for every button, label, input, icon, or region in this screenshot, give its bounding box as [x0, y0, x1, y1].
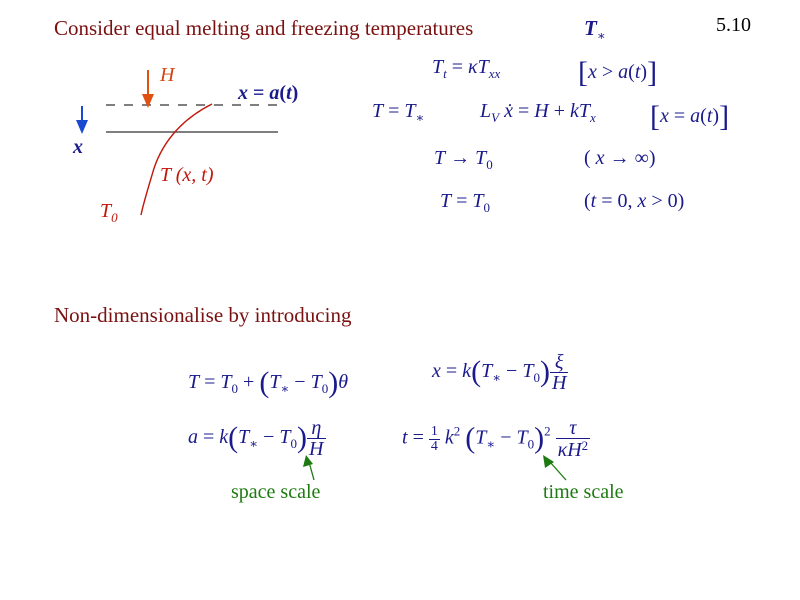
heat-equation: $T_t = \kappa T_{xx}$ [432, 56, 501, 81]
x-axis-arrow-head [76, 120, 88, 134]
heat-equation-domain: [x > a(t)] [578, 56, 658, 89]
page-number: 5.10 [716, 14, 751, 36]
heat-flux-label: H [160, 64, 175, 86]
interface-position-scaling: $a = k(T_∗ - T_0)$ $\frac{\eta}{H}$ [188, 417, 324, 460]
time-scale-label: time scale [543, 481, 624, 503]
temperature-profile-label: T (x, t) [160, 164, 214, 186]
stefan-condition-location: [x = a(t)] [650, 100, 730, 133]
initial-condition-domain: (t = 0, x > 0) [584, 190, 685, 212]
interface-label: x = a(t) [238, 82, 299, 104]
ambient-temperature-label: $T_0$ [100, 200, 118, 225]
far-field-domain: ( x → ∞) [584, 147, 656, 169]
space-coordinate-scaling: $x = k(T_∗ - T_0)$ $\frac{\xi}{H}$ [432, 351, 567, 394]
section-title: Non-dimensionalise by introducing [54, 303, 352, 327]
stefan-condition: $L_V$ ẋ = $H + kT_x$ [480, 100, 596, 125]
initial-condition: $T = T_0$ [440, 190, 491, 215]
temperature-scaling: $T = T_0 + (T_∗ - T_0)\theta$ [188, 366, 349, 399]
far-field-condition: $T \to T_0$ [434, 147, 493, 172]
slide-title: Consider equal melting and freezing temperatures [54, 16, 474, 40]
heat-flux-arrow-head [142, 94, 154, 108]
title-symbol: $T_∗$ [584, 16, 606, 43]
interface-temperature-condition: $T = T_∗$ [372, 100, 425, 125]
space-scale-label: space scale [231, 481, 321, 503]
time-scale-arrow-shaft [550, 462, 566, 480]
x-axis-label: x [73, 136, 83, 158]
time-scaling: t = $\frac{1}{4}$ $k^2$ $(T_∗ - T_0)^2$ $\frac{\tau}{\kappa H^2}$ [402, 417, 589, 461]
temperature-profile-curve [141, 104, 212, 215]
